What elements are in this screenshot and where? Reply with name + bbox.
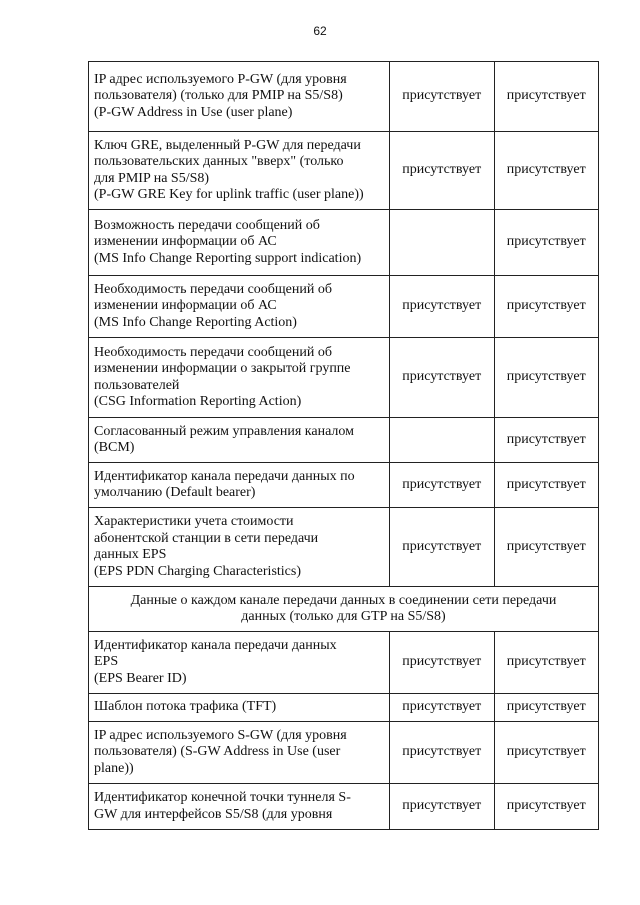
table-row — [89, 338, 599, 418]
text-line: данных (только для GTP на S5/S8) — [241, 609, 446, 624]
table-row — [89, 784, 599, 830]
parameter-name-cell — [89, 632, 390, 694]
presence-cell-second: присутствует — [494, 508, 599, 587]
text-line: пользователя) (S-GW Address in Use (user — [94, 744, 341, 760]
table-row — [89, 210, 599, 276]
presence-cell-second: присутствует — [494, 722, 599, 784]
table-row — [89, 463, 599, 508]
table-body — [89, 62, 599, 830]
text-line: plane)) — [94, 760, 134, 776]
parameter-name-cell — [89, 784, 390, 830]
presence-cell-second: присутствует — [494, 784, 599, 830]
presence-cell-second: присутствует — [494, 632, 599, 694]
presence-cell-second: присутствует — [494, 463, 599, 508]
text-line: пользовательских данных "вверх" (только — [94, 154, 344, 169]
table-row — [89, 418, 599, 463]
text-line: IP адрес используемого S-GW (для уровня — [94, 727, 347, 743]
text-line: (MS Info Change Reporting Action) — [94, 314, 297, 330]
parameter-name-cell — [89, 722, 390, 784]
text-line: Идентификатор канала передачи данных — [94, 637, 337, 653]
text-line: Согласованный режим управления каналом — [94, 423, 355, 439]
text-line: (BCM) — [94, 440, 135, 455]
parameter-name-cell — [89, 463, 390, 508]
presence-cell-second: присутствует — [494, 694, 599, 722]
text-line: изменении информации об АС — [94, 234, 277, 250]
presence-cell-first — [390, 210, 495, 276]
text-line: пользователей — [94, 377, 180, 393]
text-line: Идентификатор канала передачи данных по — [94, 468, 355, 484]
presence-cell-first: присутствует — [390, 632, 495, 694]
presence-cell-first — [390, 418, 495, 463]
table-row — [89, 694, 599, 722]
presence-cell-first: присутствует — [390, 463, 495, 508]
parameter-name-cell — [89, 694, 390, 722]
table-row — [89, 132, 599, 210]
presence-cell-second: присутствует — [494, 132, 599, 210]
presence-cell-first: присутствует — [390, 338, 495, 418]
parameter-name-cell — [89, 132, 390, 210]
text-line: Шаблон потока трафика (TFT) — [94, 699, 277, 715]
presence-cell-second: присутствует — [494, 418, 599, 463]
text-line: (P-GW Address in Use (user plane) — [94, 104, 293, 120]
section-title — [89, 587, 599, 632]
text-line: пользователя) (только для PMIP на S5/S8) — [94, 88, 343, 104]
text-line: EPS — [94, 654, 119, 670]
parameter-name-cell — [89, 508, 390, 587]
presence-cell-second: присутствует — [494, 62, 599, 132]
presence-cell-first: присутствует — [390, 508, 495, 587]
text-line: абонентской станции в сети передачи — [94, 530, 319, 546]
text-line: (P-GW GRE Key for uplink traffic (user plane)) — [94, 187, 364, 202]
text-line: Данные о каждом канале передачи данных в соединении сети передачи — [130, 592, 557, 608]
text-line: умолчанию (Default bearer) — [94, 485, 256, 500]
page-number: 62 — [313, 24, 327, 38]
text-line: Необходимость передачи сообщений об — [94, 281, 332, 297]
presence-cell-first: присутствует — [390, 276, 495, 338]
presence-cell-first: присутствует — [390, 132, 495, 210]
text-line: Возможность передачи сообщений об — [94, 217, 320, 233]
text-line: для PMIP на S5/S8) — [94, 170, 210, 186]
text-line: Характеристики учета стоимости — [94, 514, 294, 529]
parameter-name-cell — [89, 418, 390, 463]
text-line: изменении информации о закрытой группе — [94, 361, 351, 376]
text-line: IP адрес используемого P-GW (для уровня — [94, 71, 347, 87]
table-row — [89, 508, 599, 587]
table-row — [89, 62, 599, 132]
parameter-name-cell — [89, 210, 390, 276]
text-line: Необходимость передачи сообщений об — [94, 344, 332, 360]
parameter-name-cell — [89, 62, 390, 132]
text-line: Идентификатор конечной точки туннеля S- — [94, 790, 351, 805]
section-header-row — [89, 587, 599, 632]
text-line: GW для интерфейсов S5/S8 (для уровня — [94, 806, 333, 822]
parameter-name-cell — [89, 276, 390, 338]
text-line: (MS Info Change Reporting support indication) — [94, 250, 362, 266]
parameters-table — [88, 61, 599, 830]
text-line: данных EPS — [94, 547, 167, 562]
table-row — [89, 276, 599, 338]
presence-cell-second: присутствует — [494, 338, 599, 418]
presence-cell-second: присутствует — [494, 276, 599, 338]
text-line: (EPS PDN Charging Characteristics) — [94, 563, 301, 579]
presence-cell-first: присутствует — [390, 62, 495, 132]
presence-cell-first: присутствует — [390, 784, 495, 830]
parameter-name-cell — [89, 338, 390, 418]
presence-cell-first: присутствует — [390, 694, 495, 722]
table-row — [89, 722, 599, 784]
text-line: (EPS Bearer ID) — [94, 670, 187, 686]
table-row — [89, 632, 599, 694]
text-line: (CSG Information Reporting Action) — [94, 394, 302, 409]
presence-cell-second: присутствует — [494, 210, 599, 276]
text-line: изменении информации об АС — [94, 298, 277, 314]
text-line: Ключ GRE, выделенный P-GW для передачи — [94, 137, 361, 153]
presence-cell-first: присутствует — [390, 722, 495, 784]
